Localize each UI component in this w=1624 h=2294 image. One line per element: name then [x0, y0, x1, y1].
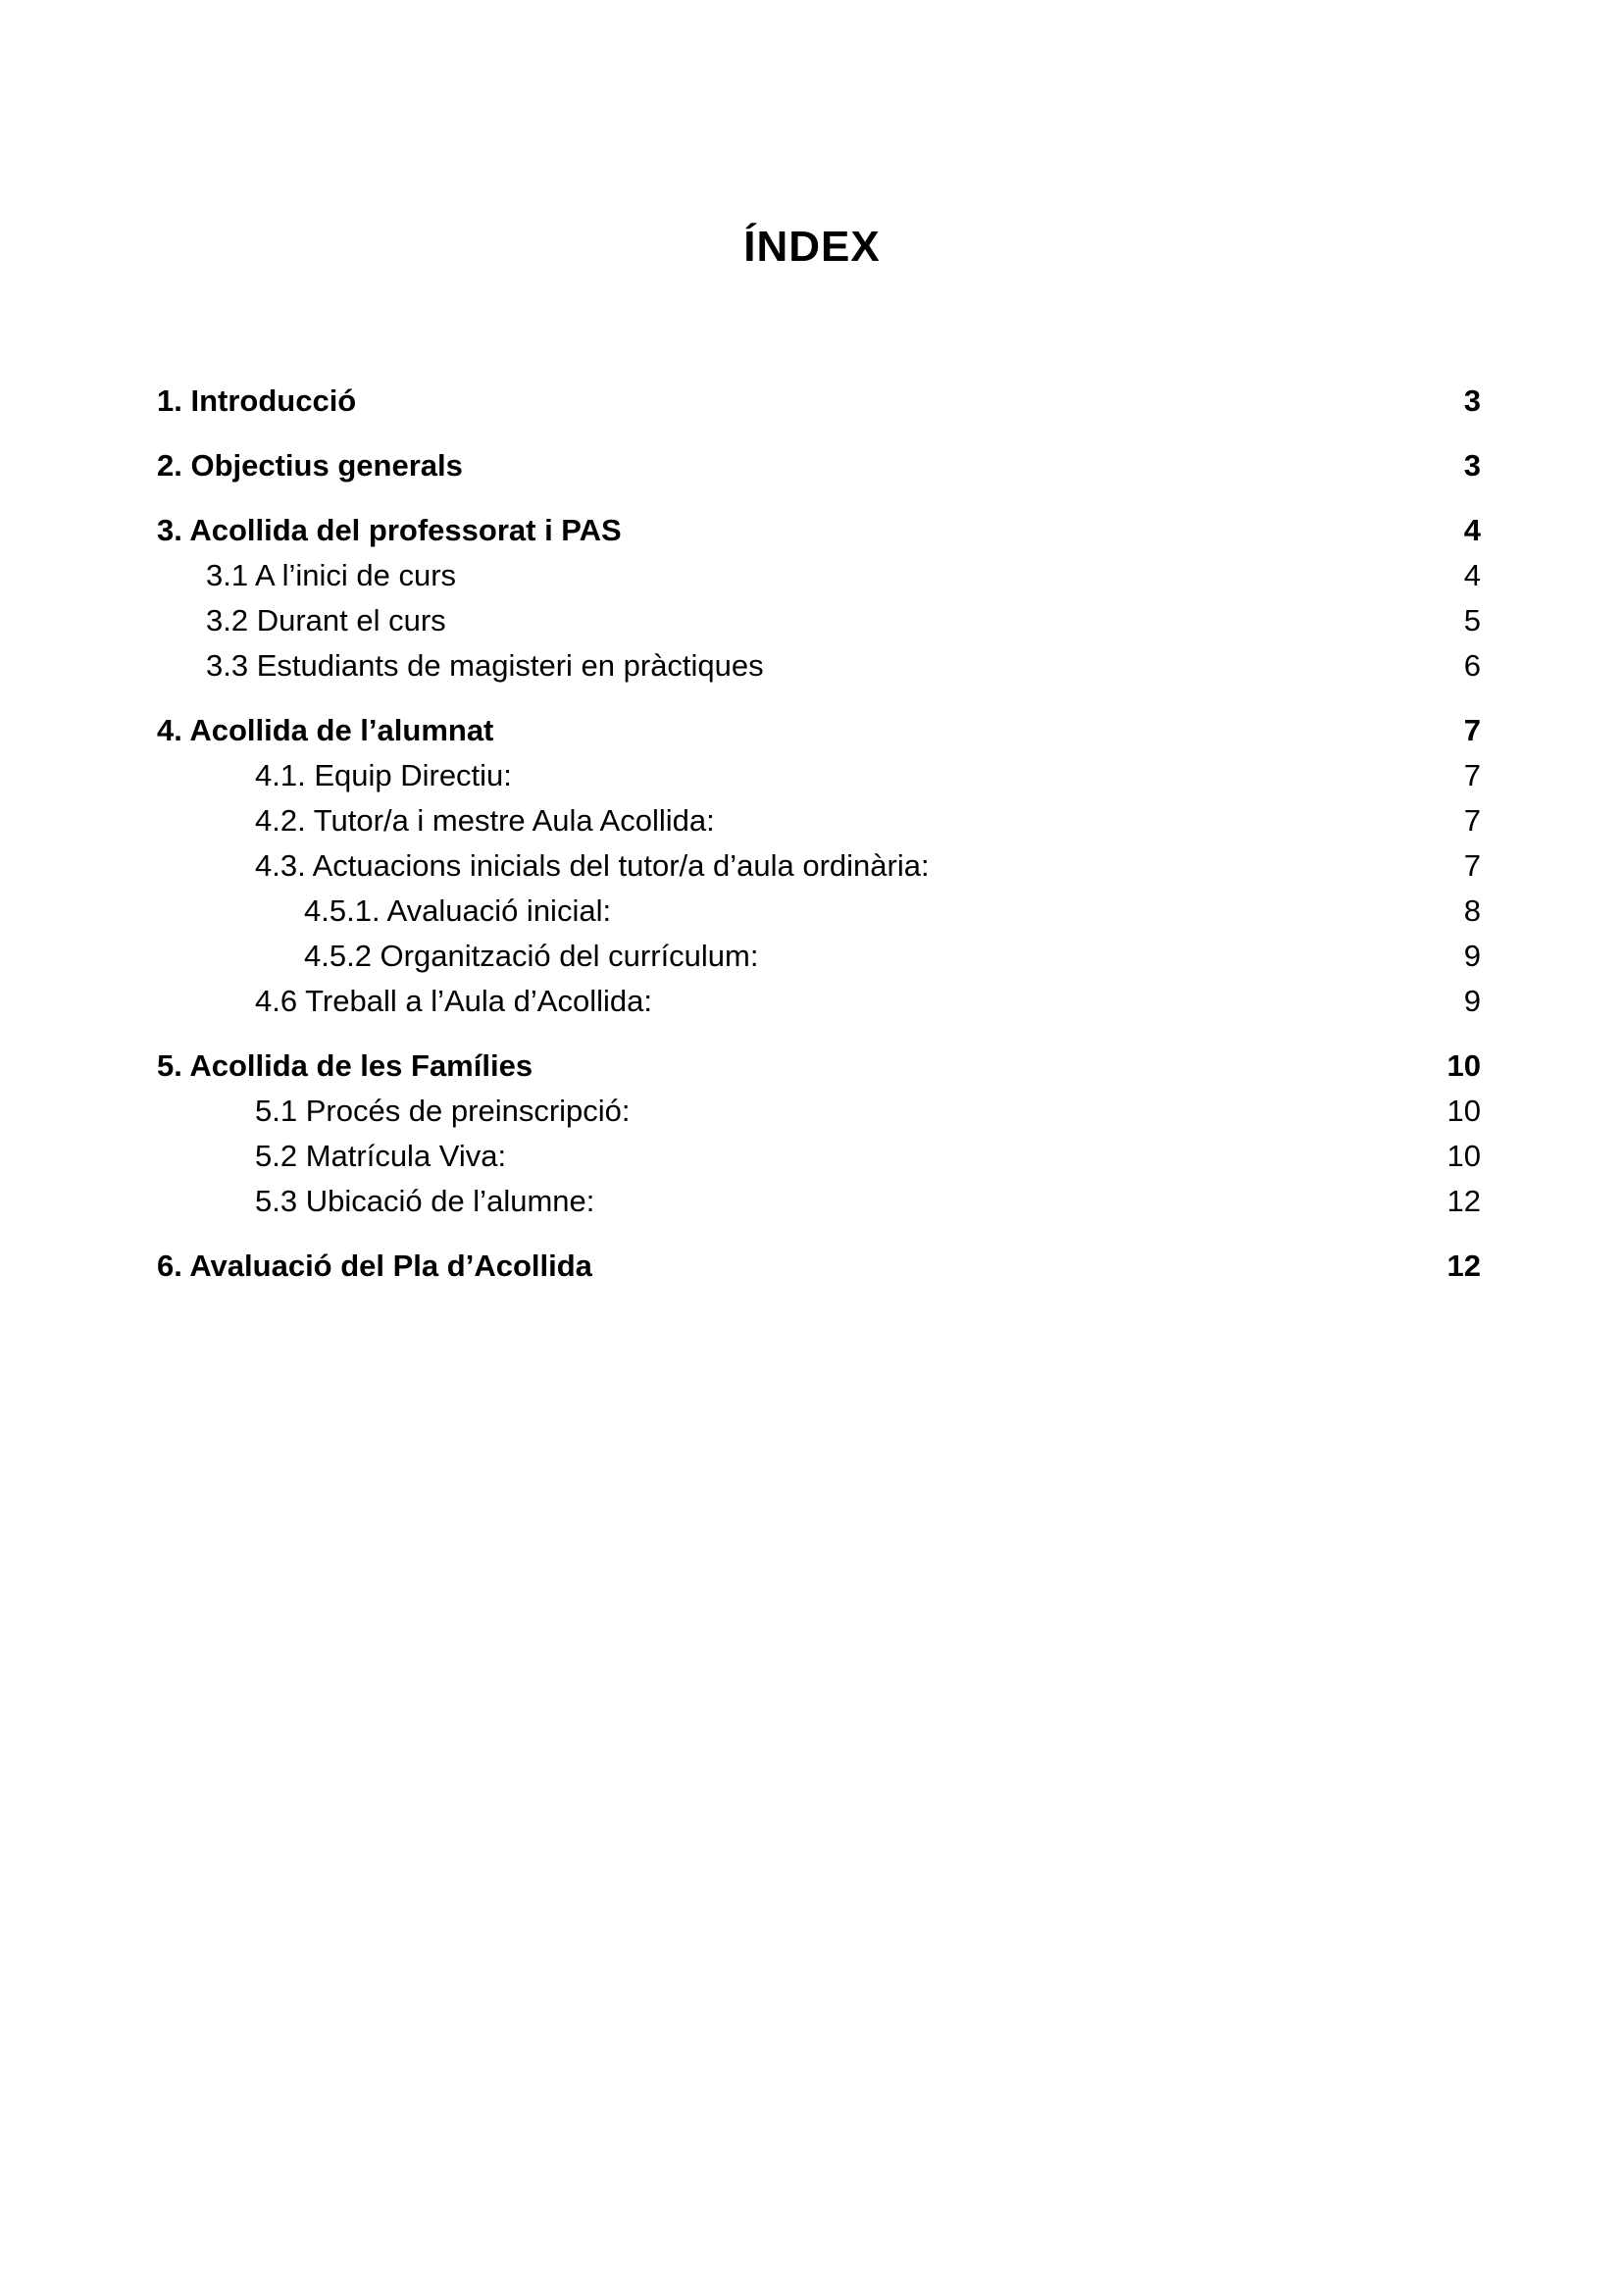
toc-entry-page: 4	[1463, 513, 1481, 547]
toc-entry-label: 5.2 Matrícula Viva:	[255, 1139, 507, 1173]
toc-entry-label: 4.6 Treball a l’Aula d’Acollida:	[255, 984, 652, 1018]
toc-entry-label: 4.1. Equip Directiu:	[255, 758, 512, 792]
toc-entry-label: 4.5.2 Organització del currículum:	[304, 939, 759, 973]
toc-entry-label: 3.1 A l’inici de curs	[206, 558, 457, 592]
toc-entry-page: 7	[1463, 713, 1481, 747]
toc-entry-4[interactable]	[157, 708, 1481, 753]
toc-entry-3-3[interactable]	[157, 643, 1481, 688]
toc-entry-label: 4.5.1. Avaluació inicial:	[304, 893, 612, 928]
toc-entry-page: 7	[1463, 758, 1481, 792]
toc-entry-label: 5. Acollida de les Famílies	[157, 1048, 533, 1083]
toc-entry-page: 6	[1463, 648, 1481, 683]
toc-entry-label: 6. Avaluació del Pla d’Acollida	[157, 1249, 592, 1283]
toc-entry-page: 4	[1463, 558, 1481, 592]
toc-entry-5-3[interactable]	[157, 1179, 1481, 1224]
toc-entry-label: 5.3 Ubicació de l’alumne:	[255, 1184, 595, 1218]
toc-entry-page: 7	[1463, 803, 1481, 838]
toc-entry-label: 4. Acollida de l’alumnat	[157, 713, 494, 747]
toc-entry-label: 4.2. Tutor/a i mestre Aula Acollida:	[255, 803, 715, 838]
toc-entry-4-5-1[interactable]	[157, 889, 1481, 934]
toc-entry-3-1[interactable]	[157, 553, 1481, 598]
toc-entry-2[interactable]	[157, 443, 1481, 488]
toc-entry-5-1[interactable]	[157, 1089, 1481, 1134]
toc-entry-page: 9	[1463, 984, 1481, 1018]
toc-entry-4-2[interactable]	[157, 798, 1481, 843]
toc-entry-label: 2. Objectius generals	[157, 448, 463, 483]
toc-entry-page: 12	[1446, 1184, 1481, 1218]
toc-entry-4-6[interactable]	[157, 979, 1481, 1024]
toc-entry-1[interactable]	[157, 379, 1481, 424]
toc-entry-label: 1. Introducció	[157, 383, 357, 418]
toc-entry-4-5-2[interactable]	[157, 934, 1481, 979]
toc-entry-page: 9	[1463, 939, 1481, 973]
toc-entry-page: 3	[1463, 383, 1481, 418]
toc-entry-5[interactable]	[157, 1044, 1481, 1089]
toc-entry-page: 12	[1446, 1249, 1481, 1283]
toc-entry-page: 10	[1446, 1048, 1481, 1083]
toc-entry-3-2[interactable]	[157, 598, 1481, 643]
toc-entry-page: 3	[1463, 448, 1481, 483]
toc-entry-label: 3.3 Estudiants de magisteri en pràctiques	[206, 648, 764, 683]
toc-entry-6[interactable]	[157, 1244, 1481, 1289]
toc-entry-page: 5	[1463, 603, 1481, 637]
toc-entry-page: 8	[1463, 893, 1481, 928]
toc-entry-5-2[interactable]	[157, 1134, 1481, 1179]
page-title: ÍNDEX	[743, 223, 881, 271]
toc-entry-4-3[interactable]	[157, 843, 1481, 889]
toc-entry-page: 10	[1446, 1139, 1481, 1173]
toc-entry-page: 10	[1446, 1094, 1481, 1128]
toc-entry-label: 3.2 Durant el curs	[206, 603, 446, 637]
toc-entry-label: 3. Acollida del professorat i PAS	[157, 513, 622, 547]
toc-entry-label: 4.3. Actuacions inicials del tutor/a d’aula ordinària:	[255, 848, 930, 883]
toc-entry-4-1[interactable]	[157, 753, 1481, 798]
toc-entry-3[interactable]	[157, 508, 1481, 553]
toc-entry-page: 7	[1463, 848, 1481, 883]
toc-entry-label: 5.1 Procés de preinscripció:	[255, 1094, 631, 1128]
